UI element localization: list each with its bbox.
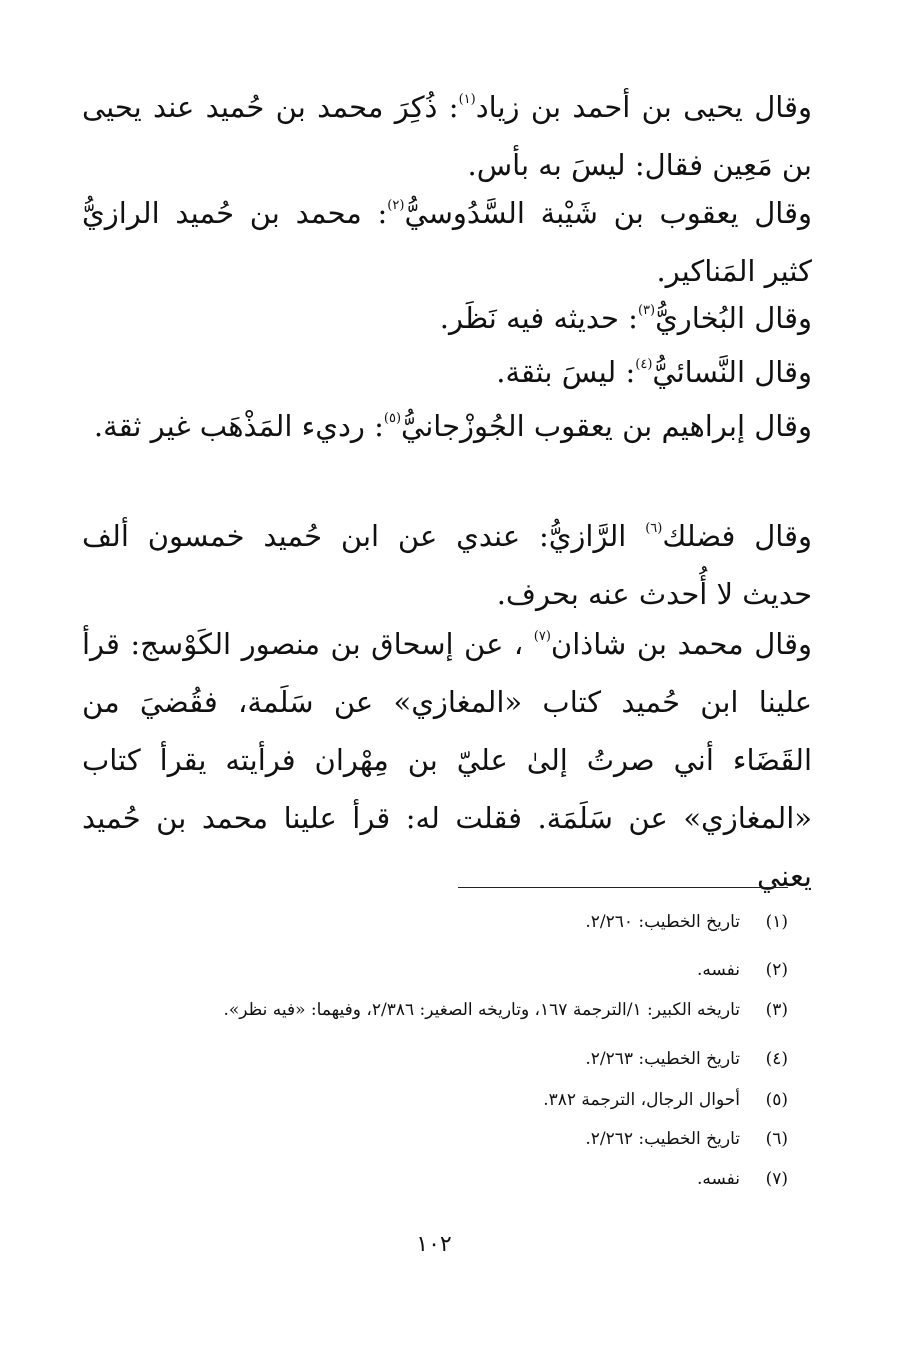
footnote-ref-3[interactable]: (٣)	[637, 303, 656, 318]
footnote-text: نفسه.	[696, 1169, 740, 1189]
footnote-ref-7[interactable]: (٧)	[533, 629, 551, 644]
footnote-ref-5[interactable]: (٥)	[383, 411, 402, 426]
paragraph-bukhari: وقال البُخاريُّ$^{(٣)}$: حديثه فيه نَظَر.	[439, 301, 812, 335]
footnote-number: (٥)	[765, 1090, 788, 1110]
footnote-text: أحوال الرجال، الترجمة ٣٨٢.	[543, 1090, 740, 1110]
paragraph-yaqub-ibn-shayba: وقال يعقوب بن شَيْبة السَّدُوسيُّ$^{(٢)}$: محمد بن حُميد الرازيُّ كثير المَناكير.	[82, 196, 812, 288]
paragraph-nasai: وقال النَّسائيُّ$^{(٤)}$: ليسَ بثقة.	[496, 355, 812, 389]
footnote-5	[80, 1088, 788, 1112]
paragraph-muhammad-ibn-shadhan: وقال محمد بن شاذان$^{(٧)}$ ، عن إسحاق بن منصور الكَوْسج: قرأ علينا ابن حُميد كتاب «المغازي» عن سَلَمة، فقُضيَ من القَضَاء أني صرتُ إلىٰ عليّ بن مِهْران فرأيته يقرأ كتاب «المغازي» عن سَلَمَة. فقلت له: قرأ علينا محمد بن حُميد يعني	[82, 627, 812, 893]
footnote-separator	[458, 887, 788, 888]
paragraph-fadlak-al-razi: وقال فضلك$^{(٦)}$ الرَّازيُّ: عندي عن ابن حُميد خمسون ألف حديث لا أُحدث عنه بحرف.	[82, 519, 812, 611]
footnote-number: (٣)	[765, 1000, 788, 1020]
footnote-number: (٧)	[765, 1169, 788, 1189]
page-number: ١٠٢	[416, 1232, 452, 1257]
footnote-text: تاريخ الخطيب: ٢/٢٦٣.	[585, 1049, 740, 1069]
footnote-7	[80, 1167, 788, 1191]
paragraph-juzjani: وقال إبراهيم بن يعقوب الجُوزْجانيُّ$^{(٥)}$: رديء المَذْهَب غير ثقة.	[93, 409, 812, 443]
footnote-number: (٢)	[765, 960, 788, 980]
footnote-6	[80, 1127, 788, 1151]
footnote-1	[80, 910, 788, 934]
footnote-2	[80, 958, 788, 982]
footnote-text: تاريخه الكبير: ١/الترجمة ١٦٧، وتاريخه الصغير: ٢/٣٨٦، وفيهما: «فيه نظر».	[223, 1000, 740, 1020]
footnote-number: (٤)	[765, 1049, 788, 1069]
footnote-ref-6[interactable]: (٦)	[645, 521, 663, 536]
footnote-number: (١)	[765, 912, 788, 932]
footnote-text: نفسه.	[696, 960, 740, 980]
footnote-3	[80, 998, 788, 1022]
footnote-text: تاريخ الخطيب: ٢/٢٦٢.	[585, 1129, 740, 1149]
footnote-text: تاريخ الخطيب: ٢/٢٦٠.	[585, 912, 740, 932]
footnote-ref-1[interactable]: (١)	[458, 92, 476, 107]
footnote-number: (٦)	[765, 1129, 788, 1149]
footnote-ref-2[interactable]: (٢)	[387, 198, 405, 213]
paragraph-yahya-ibn-ahmad: وقال يحيى بن أحمد بن زياد$^{(١)}$: ذُكِرَ محمد بن حُميد عند يحيى بن مَعِين فقال: ليسَ به بأس.	[82, 90, 812, 182]
footnote-4	[80, 1047, 788, 1071]
footnote-ref-4[interactable]: (٤)	[635, 357, 653, 372]
